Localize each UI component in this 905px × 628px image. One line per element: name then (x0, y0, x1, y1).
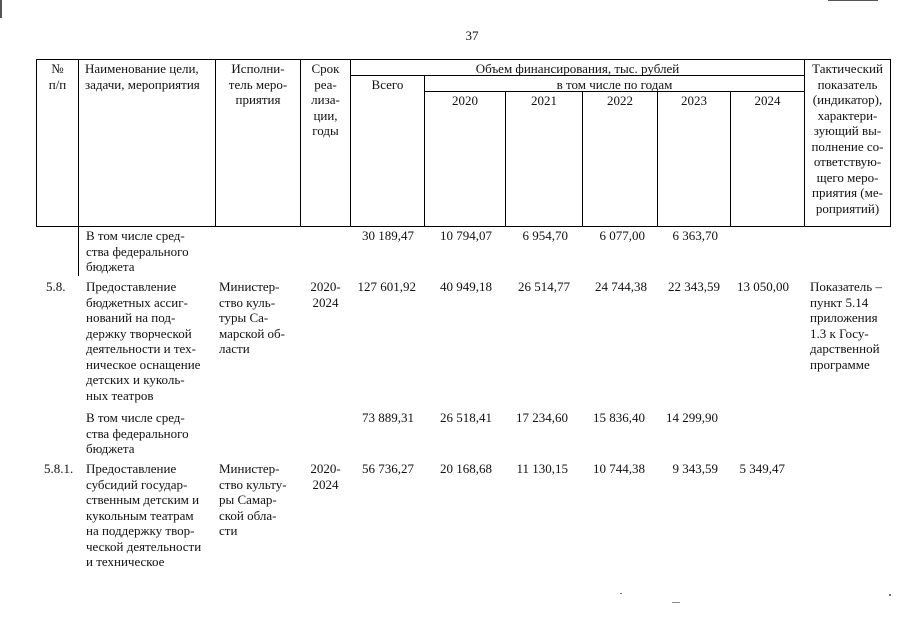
row-value-2021: 26 514,77 (518, 279, 570, 294)
row-value-2021: 11 130,15 (516, 461, 568, 476)
row-executor: Министер- ство куль- туры Са- марской об- ласти (219, 279, 285, 356)
row-value-2021: 6 954,70 (522, 228, 568, 243)
header-num: № п/п (48, 61, 67, 92)
row-name: В том числе сред- ства федерального бюджета (86, 410, 189, 456)
header-name: Наименование цели, задачи, мероприятия (85, 61, 200, 92)
row-value-2020: 26 518,41 (440, 410, 492, 425)
header-indicator: Тактический показатель (индикатор), характери- зующий вы- полнение со- ответствую- щего меро- приятия (ме- роприятий) (811, 61, 884, 216)
header-total: Всего (371, 77, 404, 92)
scan-edge-mark-top-right (828, 0, 878, 1)
row-name: Предоставление субсидий государ- ственным детским и кукольным театрам на поддержку твор- ческой деятельности и техническое (86, 461, 202, 569)
row-indicator: Показатель – пункт 5.14 приложения 1.3 к Госу- дарственной программе (810, 279, 882, 372)
header-year-2024: 2024 (754, 93, 781, 108)
body-left-rule (78, 226, 79, 276)
row-value-2022: 10 744,38 (593, 461, 645, 476)
row-value-2022: 15 836,40 (593, 410, 645, 425)
header-term: Срок реа- лиза- ции, годы (311, 61, 340, 138)
row-value-2022: 24 744,38 (595, 279, 647, 294)
row-term: 2020- 2024 (310, 279, 341, 310)
row-value-2024: 5 349,47 (739, 461, 785, 476)
row-value-2023: 14 299,90 (666, 410, 718, 425)
row-value-2024: 13 050,00 (737, 279, 789, 294)
header-year-2023: 2023 (681, 93, 707, 108)
row-value-2020: 40 949,18 (440, 279, 492, 294)
header-funding: Объем финансирования, тыс. рублей (475, 61, 680, 76)
header-executor: Исполни- тель меро- приятия (228, 61, 288, 107)
row-total: 127 601,92 (357, 279, 416, 294)
row-value-2023: 22 343,59 (668, 279, 720, 294)
row-value-2023: 6 363,70 (672, 228, 718, 243)
row-num: 5.8.1. (44, 461, 74, 476)
row-executor: Министер- ство культу- ры Самар- ской обла- сти (219, 461, 287, 538)
scan-edge-mark-left (0, 0, 2, 18)
row-name: В том числе сред- ства федерального бюджета (86, 228, 189, 274)
row-value-2023: 9 343,59 (672, 461, 718, 476)
header-by-years: в том числе по годам (556, 77, 673, 92)
row-value-2022: 6 077,00 (599, 228, 645, 243)
page-number: 37 (465, 28, 479, 43)
scan-speck (620, 593, 622, 594)
header-year-2021: 2021 (531, 93, 557, 108)
row-value-2021: 17 234,60 (516, 410, 568, 425)
row-num: 5.8. (46, 279, 66, 294)
scan-speck (672, 602, 680, 603)
row-total: 30 189,47 (362, 228, 414, 243)
row-term: 2020- 2024 (310, 461, 341, 492)
header-year-2022: 2022 (607, 93, 633, 108)
row-total: 56 736,27 (362, 461, 414, 476)
row-name: Предоставление бюджетных ассиг- нований на под- держку творческой деятельности и тех- ническое оснащение детских и куколь- ных театров (86, 279, 201, 403)
header-year-2020: 2020 (452, 93, 478, 108)
row-total: 73 889,31 (362, 410, 414, 425)
scan-speck (889, 594, 891, 596)
row-value-2020: 10 794,07 (440, 228, 492, 243)
row-value-2020: 20 168,68 (440, 461, 492, 476)
